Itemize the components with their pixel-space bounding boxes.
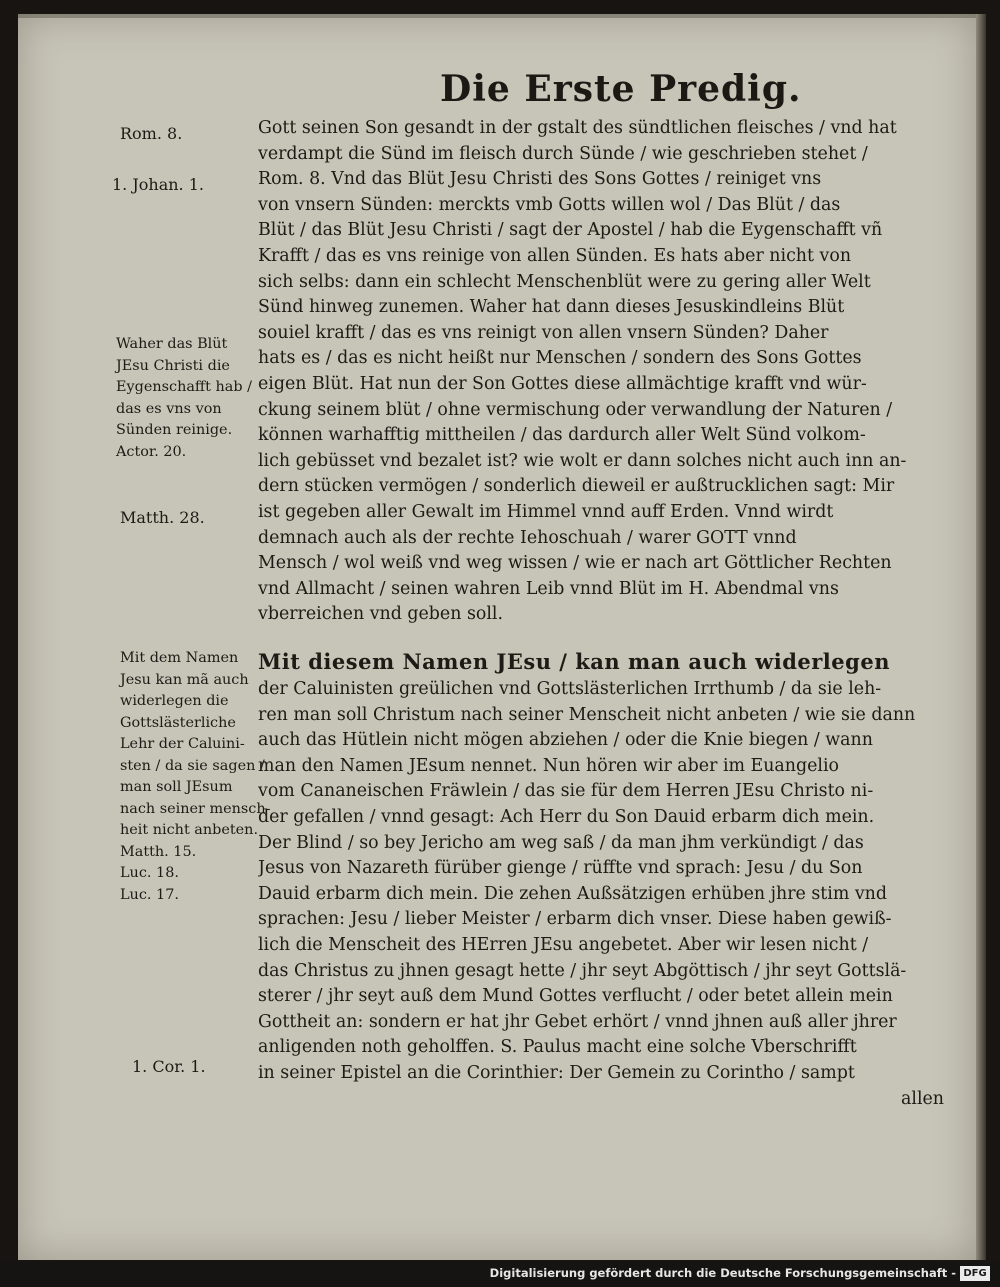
text-line: Mensch / wol weiß vnd weg wissen / wie er nach art Göttlicher Rechten [258,553,892,574]
footer-credit: Digitalisierung gefördert durch die Deutsche Forschungsgemeinschaft - [489,1266,956,1280]
margin-line: nach seiner mensch- [120,800,271,817]
page-heading: Die Erste Predig. [440,68,802,110]
text-line: anligenden noth geholffen. S. Paulus macht eine solche Vberschrifft [258,1037,857,1058]
margin-line: Lehr der Caluini- [120,736,245,752]
text-line: ist gegeben aller Gewalt im Himmel vnnd auff Erden. Vnnd wirdt [258,501,834,522]
text-line: Sünd hinweg zunemen. Waher hat dann dieses Jesuskindleins Blüt [258,297,845,318]
text-line: Dauid erbarm dich mein. Die zehen Außsätzigen erhüben jhre stim vnd [258,883,888,904]
page-right-edge [976,14,986,1260]
page-top-edge [18,14,976,18]
margin-line: Sünden reinige. [116,422,233,438]
margin-line: man soll JEsum [120,779,233,795]
margin-line: JEsu Christi die [116,357,230,374]
text-line: können warhafftig mittheilen / das dardurch aller Welt Sünd volkom- [258,425,866,446]
text-line: ckung seinem blüt / ohne vermischung oder verwandlung der Naturen / [258,399,893,420]
text-line: sich selbs: dann ein schlecht Menschenblüt were zu gering aller Welt [258,271,871,292]
text-line: lich die Menscheit des HErren JEsu angebetet. Aber wir lesen nicht / [258,934,869,955]
margin-line: Matth. 15. [120,843,197,860]
margin-ref-rom8: Rom. 8. [120,124,183,143]
margin-ref-cor1: 1. Cor. 1. [132,1057,206,1076]
margin-line: heit nicht anbeten. [120,822,259,838]
text-line: Gott seinen Son gesandt in der gstalt des sündtlichen fleisches / vnd hat [258,118,897,138]
text-line: Jesus von Nazareth fürüber gienge / rüffte vnd sprach: Jesu / du Son [258,858,863,879]
margin-line: Luc. 17. [120,886,179,903]
text-line: von vnsern Sünden: merckts vmb Gotts willen wol / Das Blüt / das [258,194,841,215]
text-line: ren man soll Christum nach seiner Menscheit nicht anbeten / wie sie dann [258,704,916,725]
text-line: vnd Allmacht / seinen wahren Leib vnnd Blüt im H. Abendmal vns [258,578,839,599]
margin-note-calvinists [120,648,271,906]
text-line: man den Namen JEsum nennet. Nun hören wir aber im Euangelio [258,755,840,776]
margin-line: Luc. 18. [120,865,179,881]
margin-ref-johan1: 1. Johan. 1. [112,175,204,194]
margin-line: Eygenschafft hab / [116,379,252,395]
body-block-1 [258,116,948,628]
text-line: Gottheit an: sondern er hat jhr Gebet erhört / vnnd jhnen auß aller jhrer [258,1011,897,1032]
text-line: sterer / jhr seyt auß dem Mund Gottes verflucht / oder betet allein mein [258,986,893,1007]
text-line: dern stücken vermögen / sonderlich dieweil er außtrucklichen sagt: Mir [258,476,895,497]
text-line: das Christus zu jhnen gesagt hette / jhr seyt Abgöttisch / jhr seyt Gottslä- [258,960,907,981]
text-line: der Caluinisten greülichen vnd Gottslästerlichen Irrthumb / da sie leh- [258,679,882,699]
margin-line: Gottslästerliche [120,714,236,731]
margin-line: Mit dem Namen [120,650,239,666]
margin-line: sten / da sie sagen / [120,757,265,774]
text-line: auch das Hütlein nicht mögen abziehen / oder die Knie biegen / wann [258,730,873,751]
text-line: Rom. 8. Vnd das Blüt Jesu Christi des Sons Gottes / reiniget vns [258,169,822,190]
text-line: vom Cananeischen Fräwlein / das sie für dem Herren JEsu Christo ni- [258,781,874,802]
text-line: souiel krafft / das es vns reinigt von allen vnsern Sünden? Daher [258,322,829,343]
dfg-logo: DFG [960,1266,990,1281]
text-line: Der Blind / so bey Jericho am weg saß / da man jhm verkündigt / das [258,832,864,853]
text-line: hats es / das es nicht heißt nur Menschen / sondern des Sons Gottes [258,348,862,369]
text-line: vberreichen vnd geben soll. [258,604,503,625]
margin-line: Waher das Blüt [116,336,228,352]
margin-line: widerlegen die [120,693,229,709]
margin-line: Actor. 20. [116,443,187,460]
text-line: lich gebüsset vnd bezalet ist? wie wolt er dann solches nicht auch inn an- [258,450,907,471]
text-line: eigen Blüt. Hat nun der Son Gottes diese allmächtige krafft vnd wür- [258,373,867,394]
section-heading: Mit diesem Namen JEsu / kan man auch widerlegen [258,649,890,674]
text-line: Krafft / das es vns reinige von allen Sünden. Es hats aber nicht von [258,245,852,266]
text-line: in seiner Epistel an die Corinthier: Der Gemein zu Corintho / sampt [258,1062,855,1083]
text-line: verdampt die Sünd im fleisch durch Sünde / wie geschrieben stehet / [258,143,868,164]
margin-note-blood [116,334,252,463]
text-line: demnach auch als der rechte Iehoschuah / warer GOTT vnnd [258,527,797,548]
body-block-2 [258,647,948,1112]
margin-ref-matth28: Matth. 28. [120,508,205,527]
text-line: der gefallen / vnnd gesagt: Ach Herr du Son Dauid erbarm dich mein. [258,806,875,827]
text-line: sprachen: Jesu / lieber Meister / erbarm dich vnser. Diese haben gewiß- [258,909,892,930]
catchword: allen [901,1088,944,1109]
margin-line: Jesu kan mã auch [120,671,249,688]
margin-line: das es vns von [116,400,222,417]
text-line: Blüt / das Blüt Jesu Christi / sagt der Apostel / hab die Eygenschafft vñ [258,220,883,241]
